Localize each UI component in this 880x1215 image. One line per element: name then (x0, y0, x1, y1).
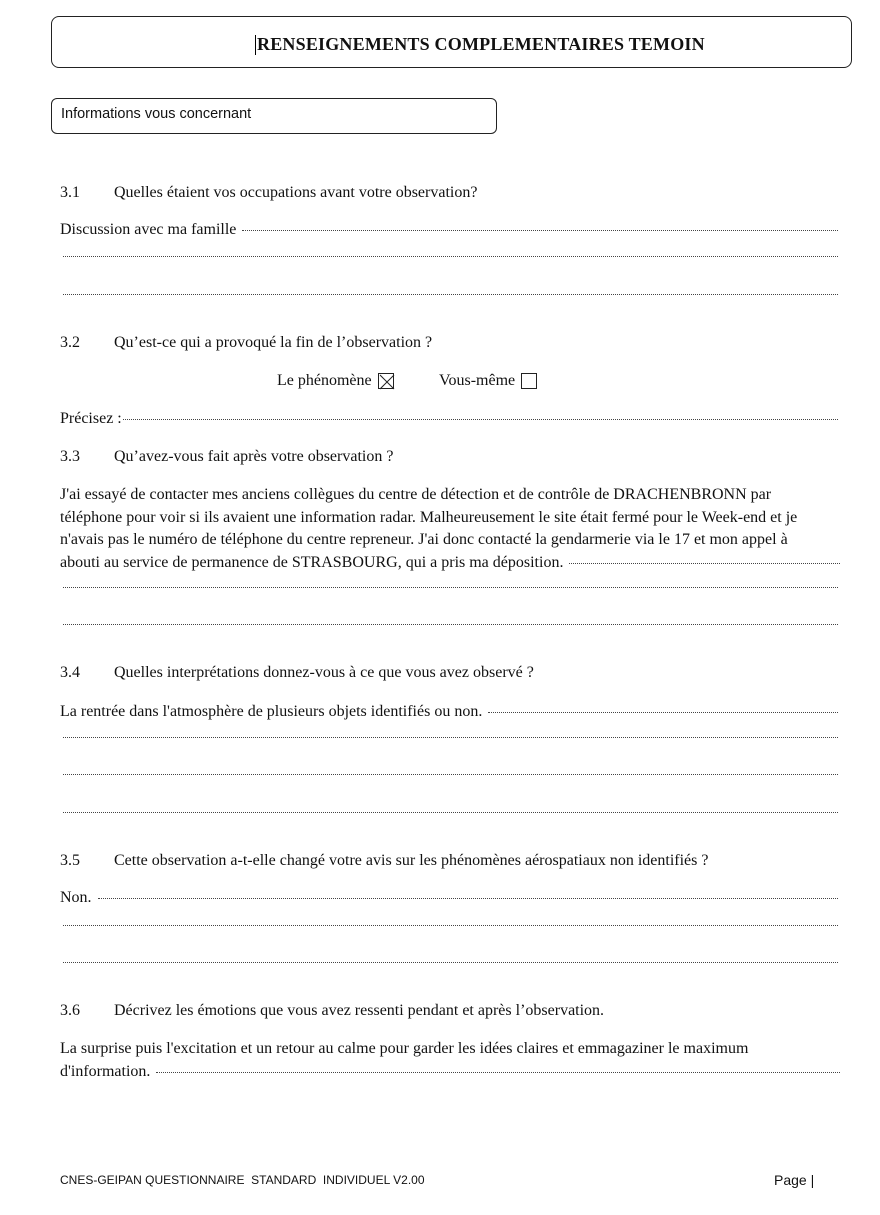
dotted-leader (63, 294, 838, 295)
question-text: Quelles interprétations donnez-vous à ce que vous avez observé ? (114, 664, 534, 681)
empty-answer-line[interactable] (60, 928, 838, 929)
question-text: Cette observation a-t-elle changé votre avis sur les phénomènes aérospatiaux non identifiés ? (114, 852, 709, 869)
empty-answer-line[interactable] (60, 259, 838, 260)
answer-line: n'avais pas le numéro de téléphone du centre repreneur. J'ai donc contacté la gendarmerie via le 17 et mon appel à (60, 531, 788, 548)
empty-answer-line[interactable] (60, 297, 838, 298)
question-number: 3.1 (60, 184, 80, 201)
empty-answer-line[interactable] (60, 590, 838, 591)
empty-answer-line[interactable] (60, 815, 838, 816)
question-number: 3.3 (60, 448, 80, 465)
dotted-leader (63, 925, 838, 926)
question-3-2 (60, 334, 432, 352)
checkbox-phenomene-checked[interactable] (378, 373, 394, 389)
question-number: 3.6 (60, 1002, 80, 1019)
answer-line: La surprise puis l'excitation et un retour au calme pour garder les idées claires et emmagaziner le maximum (60, 1040, 749, 1057)
empty-answer-line[interactable] (60, 965, 838, 966)
dotted-leader (156, 1072, 840, 1073)
option-label: Le phénomène (277, 372, 372, 389)
answer-line[interactable] (60, 221, 838, 239)
section-label: Informations vous concernant (61, 106, 252, 122)
answer-paragraph[interactable] (60, 484, 840, 574)
dotted-leader (63, 587, 838, 588)
option-vous-meme[interactable] (439, 372, 537, 390)
cross-mark-icon (379, 374, 395, 390)
question-number: 3.5 (60, 852, 80, 869)
dotted-leader (63, 624, 838, 625)
dotted-leader (63, 774, 838, 775)
answer-line: téléphone pour voir si ils avaient une information radar. Malheureusement le site était fermé pour le Week-end et je (60, 508, 798, 526)
page-title: RENSEIGNEMENTS COMPLEMENTAIRES TEMOIN (257, 34, 705, 54)
answer-line: J'ai essayé de contacter mes anciens collègues du centre de détection et de contrôle de DRACHENBRONN par (60, 486, 772, 503)
question-text: Qu’avez-vous fait après votre observation ? (114, 448, 394, 465)
footer-document-id: CNES-GEIPAN QUESTIONNAIRE STANDARD INDIVIDUEL V2.00 (60, 1173, 425, 1187)
empty-answer-line[interactable] (60, 627, 838, 628)
answer-line: abouti au service de permanence de STRASBOURG, qui a pris ma déposition. (60, 553, 564, 571)
option-label: Vous-même (439, 372, 516, 389)
question-3-5 (60, 852, 708, 870)
dotted-leader (63, 256, 838, 257)
option-phenomene[interactable] (277, 372, 394, 390)
dotted-leader (569, 563, 840, 564)
dotted-leader (63, 737, 838, 738)
answer-line: d'information. (60, 1062, 151, 1080)
empty-answer-line[interactable] (60, 777, 838, 778)
empty-answer-line[interactable] (60, 740, 838, 741)
dotted-leader (242, 230, 838, 231)
precisez-line[interactable] (60, 410, 838, 428)
question-text: Décrivez les émotions que vous avez ressenti pendant et après l’observation. (114, 1002, 605, 1019)
question-3-6 (60, 1002, 604, 1020)
question-3-4 (60, 664, 534, 682)
dotted-leader (63, 812, 838, 813)
dotted-leader (98, 898, 838, 899)
text-cursor (255, 35, 256, 55)
answer-paragraph[interactable] (60, 1038, 840, 1083)
answer-line[interactable] (60, 889, 838, 907)
dotted-leader (123, 419, 838, 420)
question-text: Quelles étaient vos occupations avant votre observation? (114, 184, 478, 201)
dotted-leader (488, 712, 838, 713)
answer-text: Non. (60, 889, 92, 906)
question-number: 3.4 (60, 664, 80, 681)
answer-text: Discussion avec ma famille (60, 221, 237, 238)
answer-text: La rentrée dans l'atmosphère de plusieurs objets identifiés ou non. (60, 703, 483, 720)
question-3-1 (60, 184, 477, 202)
question-text: Qu’est-ce qui a provoqué la fin de l’observation ? (114, 334, 433, 351)
footer-page-number: Page | (774, 1172, 815, 1188)
answer-line[interactable] (60, 703, 838, 721)
precisez-label: Précisez : (60, 410, 122, 427)
checkbox-vous-meme[interactable] (521, 373, 537, 389)
question-3-3 (60, 448, 393, 466)
question-number: 3.2 (60, 334, 80, 351)
dotted-leader (63, 962, 838, 963)
